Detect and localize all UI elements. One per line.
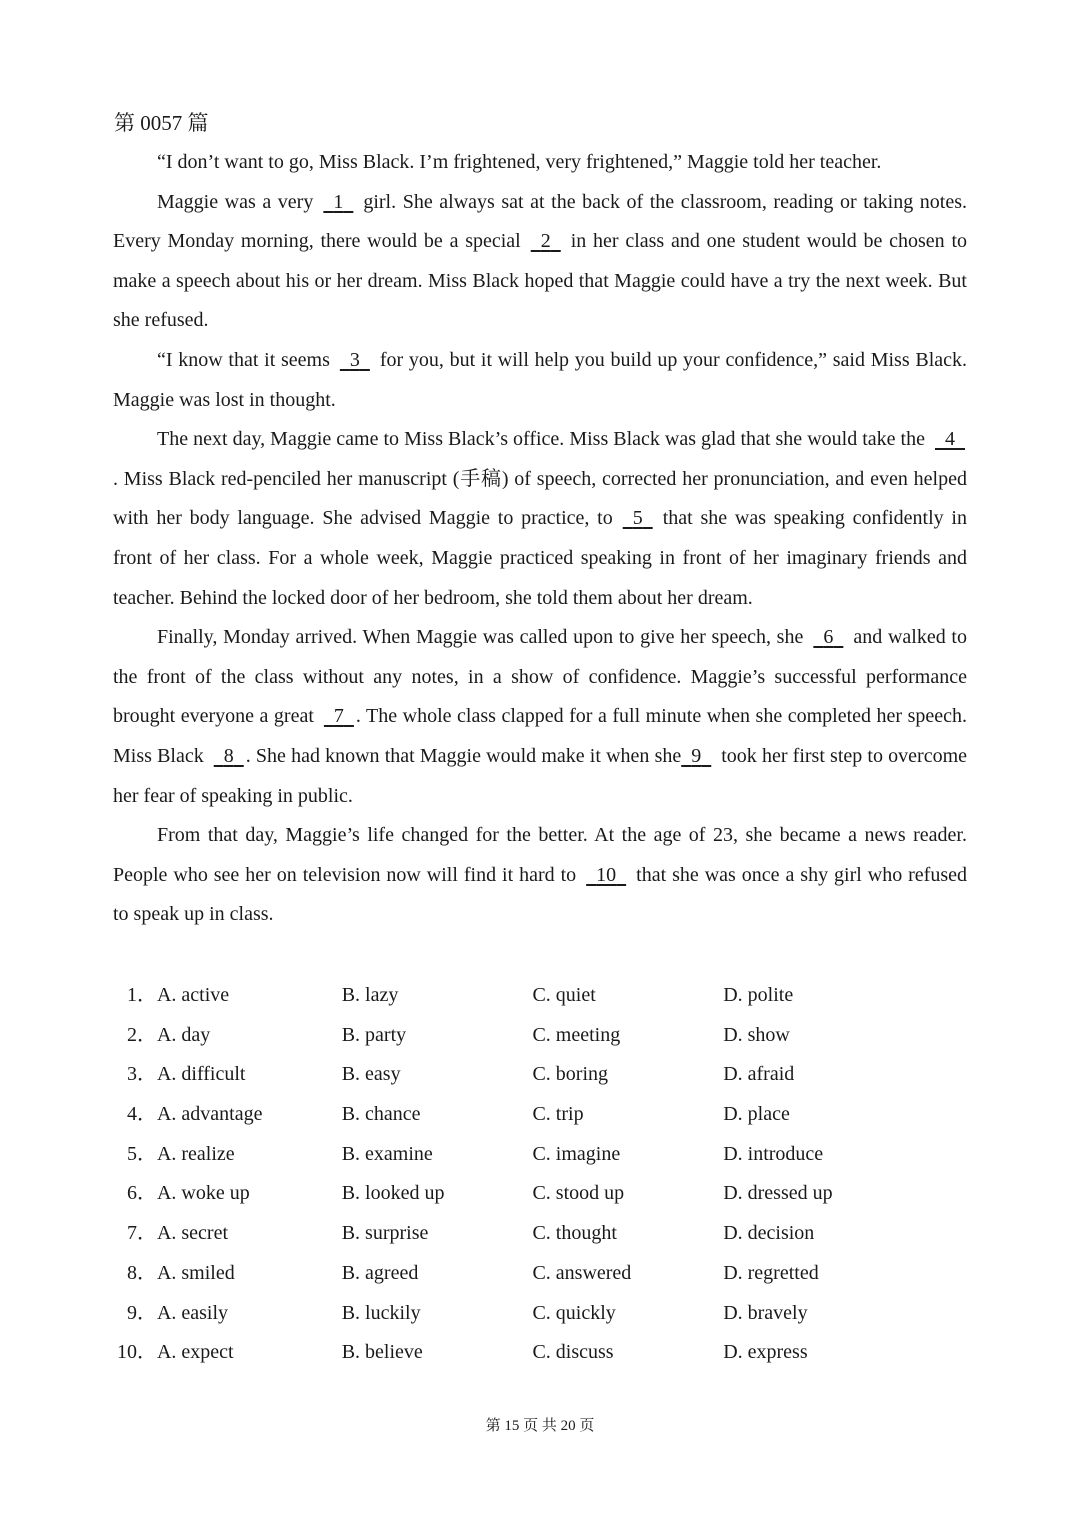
text-segment: that she was once a shy girl who refused to speak up in class. <box>113 863 967 926</box>
option-d: D. show <box>723 1023 790 1046</box>
text-segment: From that day, Maggie’s life changed for the better. At the age of 23, she became a news reader. People who see her on television now will find it hard to <box>113 824 967 886</box>
text-segment: that she was speaking confidently in front of her class. For a whole week, Maggie practiced speaking in front of her imaginary friends and teacher. Behind the locked door of her bedroom, she told them about her dream. <box>113 507 967 609</box>
question-row <box>113 1055 893 1095</box>
option-a: A. difficult <box>156 1063 246 1086</box>
option-b: B. believe <box>341 1341 423 1364</box>
option-d: D. dressed up <box>723 1182 833 1205</box>
option-a: A. advantage <box>156 1103 263 1126</box>
paragraph-5 <box>113 618 967 816</box>
text-segment: . The whole class clapped for a full minute when she completed her speech. Miss Black <box>113 705 967 767</box>
option-b: B. surprise <box>341 1222 429 1245</box>
question-number: 7． <box>126 1222 157 1245</box>
option-a: A. day <box>156 1023 211 1046</box>
paragraph-4 <box>113 420 967 618</box>
blank-2: 2 <box>540 230 551 253</box>
blank-1: 1 <box>333 190 344 213</box>
paragraph-3 <box>113 341 967 420</box>
text-segment: girl. She always sat at the back of the classroom, reading or taking notes. Every Monday morning, there would be a special <box>113 190 967 253</box>
text-segment: in her class and one student would be chosen to make a speech about his or her dream. Miss Black hoped that Maggie could have a try the next week. But she refused. <box>113 230 967 332</box>
option-c: C. thought <box>532 1222 617 1245</box>
option-a: A. smiled <box>156 1261 235 1284</box>
option-b: B. lazy <box>341 984 399 1006</box>
text-segment: The next day, Maggie came to Miss Black’s office. Miss Black was glad that she would take the <box>157 428 925 451</box>
passage-body <box>113 143 967 935</box>
option-b: B. agreed <box>341 1261 419 1284</box>
question-number: 6． <box>126 1182 157 1205</box>
option-d: D. express <box>723 1341 808 1364</box>
option-a: A. active <box>156 984 230 1006</box>
option-d: D. place <box>723 1103 790 1126</box>
blank-4: 4 <box>945 428 955 451</box>
option-c: C. quiet <box>532 984 596 1006</box>
text-segment: Maggie was a very <box>157 190 314 213</box>
question-number: 2． <box>126 1023 157 1046</box>
option-c: C. discuss <box>532 1341 614 1364</box>
blank-8: 8 <box>223 744 234 767</box>
blank-5: 5 <box>632 507 643 530</box>
question-row <box>113 1254 893 1294</box>
blank-7: 7 <box>333 705 344 728</box>
question-number: 1． <box>126 984 157 1006</box>
option-d: D. afraid <box>723 1063 795 1086</box>
option-b: B. luckily <box>341 1301 421 1324</box>
question-number: 3． <box>126 1063 157 1086</box>
blank-9: 9 <box>691 744 702 767</box>
question-row <box>113 1294 893 1334</box>
option-a: A. secret <box>156 1222 229 1245</box>
question-row <box>113 976 893 1016</box>
option-c: C. answered <box>532 1261 632 1284</box>
option-d: D. introduce <box>723 1142 824 1165</box>
option-a: A. expect <box>156 1341 234 1364</box>
option-a: A. woke up <box>156 1182 250 1205</box>
page-footer: 第 15 页 共 20 页 <box>485 1418 595 1434</box>
option-c: C. boring <box>532 1063 609 1086</box>
paragraph-2 <box>113 183 967 341</box>
option-b: B. chance <box>341 1103 421 1126</box>
option-c: C. meeting <box>532 1023 621 1046</box>
question-number: 10． <box>116 1341 157 1364</box>
text-segment: for you, but it will help you build up your confidence,” said Miss Black. Maggie was lost in thought. <box>113 348 967 411</box>
option-d: D. decision <box>723 1222 815 1245</box>
text-segment: “I know that it seems <box>157 348 330 371</box>
text-segment: . Miss Black red-penciled her manuscript (手稿) of speech, corrected her pronunciation, and even helped with her body language. She advised Maggie to practice, to <box>113 467 967 530</box>
passage-heading: 第 0057 篇 <box>114 111 209 135</box>
question-row <box>113 1016 893 1056</box>
option-c: C. stood up <box>532 1182 625 1205</box>
text-segment: and walked to the front of the class without any notes, in a show of confidence. Maggie’s successful performance brought everyone a great <box>113 626 967 728</box>
question-row <box>113 1174 893 1214</box>
blank-3: 3 <box>349 348 360 371</box>
option-b: B. looked up <box>341 1182 445 1205</box>
option-b: B. examine <box>341 1142 433 1165</box>
paragraph-6 <box>113 816 967 935</box>
option-b: B. easy <box>341 1063 401 1086</box>
blank-6: 6 <box>823 626 834 649</box>
question-number: 5． <box>126 1142 157 1165</box>
blank-10: 10 <box>596 863 617 886</box>
text-segment: took her first step to overcome her fear of speaking in public. <box>113 744 968 807</box>
question-row <box>113 1333 893 1373</box>
option-d: D. bravely <box>723 1301 808 1324</box>
option-c: C. trip <box>532 1103 584 1126</box>
question-number: 4． <box>126 1103 157 1126</box>
option-a: A. easily <box>156 1301 229 1324</box>
question-number: 8． <box>126 1261 157 1284</box>
option-d: D. regretted <box>723 1261 819 1284</box>
option-c: C. imagine <box>532 1142 621 1165</box>
option-c: C. quickly <box>532 1301 616 1324</box>
question-row <box>113 1214 893 1254</box>
paragraph-1: “I don’t want to go, Miss Black. I’m frightened, very frightened,” Maggie told her teacher. <box>157 151 882 173</box>
answer-options <box>113 976 893 1373</box>
text-segment: Finally, Monday arrived. When Maggie was called upon to give her speech, she <box>157 626 804 649</box>
question-row <box>113 1135 893 1175</box>
option-b: B. party <box>341 1023 407 1046</box>
option-d: D. polite <box>723 984 794 1006</box>
question-number: 9． <box>126 1301 157 1324</box>
text-segment: . She had known that Maggie would make it when she <box>245 744 682 767</box>
option-a: A. realize <box>156 1142 235 1165</box>
question-row <box>113 1095 893 1135</box>
